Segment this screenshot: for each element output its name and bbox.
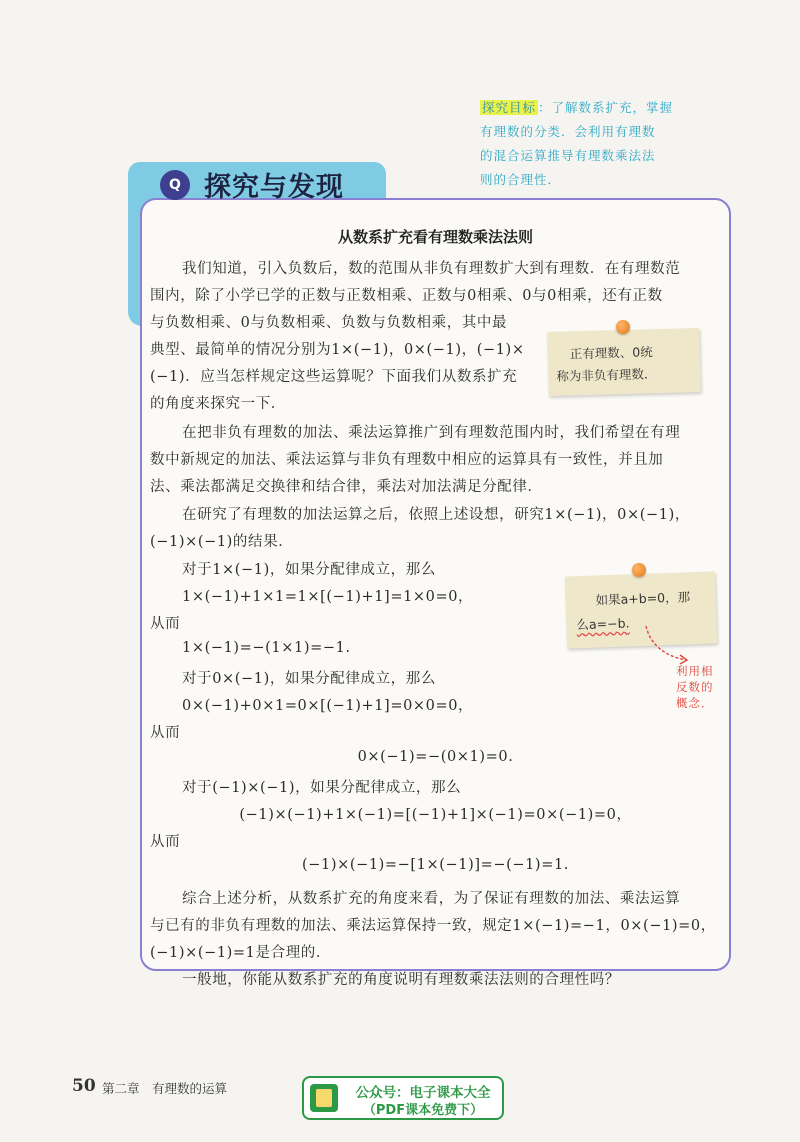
goal-line-1-text: ：了解数系扩充，掌握 <box>538 100 674 115</box>
goal-line-3: 的混合运算推导有理数乘法法 <box>480 148 656 163</box>
body-line: 在研究了有理数的加法运算之后，依照上述设想，研究1×(−1)，0×(−1)， <box>182 507 690 523</box>
body-line: 与负数相乘、0与负数相乘、负数与负数相乘，其中最 <box>150 315 508 331</box>
body-line: (−1)×(−1)=1是合理的． <box>150 945 332 961</box>
goal-line-4: 则的合理性． <box>480 172 562 187</box>
book-icon <box>310 1084 338 1112</box>
article-heading: 从数系扩充看有理数乘法法则 <box>337 228 533 246</box>
page-number: 50 <box>72 1076 96 1096</box>
equation-line: 1×(−1)+1×1=1×[(−1)+1]=1×0=0， <box>182 589 474 605</box>
equation-line: (−1)×(−1)+1×(−1)=[(−1)+1]×(−1)=0×(−1)=0， <box>239 807 632 823</box>
side-note <box>676 663 726 711</box>
arrow-icon <box>640 622 700 666</box>
body-line: 一般地，你能从数系扩充的角度说明有理数乘法法则的合理性吗？ <box>182 972 620 988</box>
body-line: 对于(−1)×(−1)，如果分配律成立，那么 <box>182 780 462 796</box>
body-line: 在把非负有理数的加法、乘法运算推广到有理数范围内时，我们希望在有理 <box>182 425 681 441</box>
equation-line: (−1)×(−1)=−[1×(−1)]=−(−1)=1. <box>302 857 569 873</box>
body-line: 围内，除了小学已学的正数与正数相乘、正数与0相乘、0与0相乘，还有正数 <box>150 288 663 304</box>
equation-line: 0×(−1)+0×1=0×[(−1)+1]=0×0=0， <box>182 698 474 714</box>
side-note-line: 利用相 <box>676 664 714 678</box>
section-title: 探究与发现 <box>204 172 344 203</box>
pushpin-icon <box>616 320 630 334</box>
body-line: 的角度来探究一下． <box>150 396 286 412</box>
note-line: 称为非负有理数． <box>556 366 657 384</box>
body-line: 从而 <box>150 725 181 741</box>
body-line: (−1)．应当怎样规定这些运算呢？下面我们从数系扩充 <box>150 369 518 385</box>
body-line: 法、乘法都满足交换律和结合律，乘法对加法满足分配律． <box>150 479 543 495</box>
sticky-note-definition <box>547 328 701 396</box>
body-line: 从而 <box>150 834 181 850</box>
body-line: 数中新规定的加法、乘法运算与非负有理数中相应的运算具有一致性，并且加 <box>150 452 664 468</box>
body-line: 从而 <box>150 616 181 632</box>
body-line: 与已有的非负有理数的加法、乘法运算保持一致，规定1×(−1)=−1，0×(−1)=0， <box>150 918 716 934</box>
note-line: 么a=−b. <box>576 615 630 633</box>
goal-highlight: 探究目标 <box>482 100 537 115</box>
body-line: 典型、最简单的情况分别为1×(−1)，0×(−1)，(−1)× <box>150 342 525 358</box>
body-line: 我们知道，引入负数后，数的范围从非负有理数扩大到有理数．在有理数范 <box>182 261 681 277</box>
body-line: 对于1×(−1)，如果分配律成立，那么 <box>182 562 436 578</box>
note-line: 如果a+b=0，那 <box>595 589 691 608</box>
body-line: 综合上述分析，从数系扩充的角度来看，为了保证有理数的加法、乘法运算 <box>182 891 681 907</box>
equation-line: 1×(−1)=−(1×1)=−1. <box>182 640 351 656</box>
section-icon: Q <box>160 170 190 200</box>
side-note-line: 反数的 <box>676 680 714 694</box>
badge-line-2: （PDF课本免费下） <box>362 1103 484 1118</box>
learning-goal <box>480 96 720 192</box>
goal-line-2: 有理数的分类．会利用有理数 <box>480 124 656 139</box>
pushpin-icon <box>632 563 646 577</box>
body-line: (−1)×(−1)的结果． <box>150 534 294 550</box>
wechat-badge <box>302 1076 504 1120</box>
side-note-line: 概念． <box>676 696 714 710</box>
note-line: 正有理数、0统 <box>569 344 653 362</box>
equation-line: 0×(−1)=−(0×1)=0. <box>357 749 514 765</box>
badge-line-1: 公众号：电子课本大全 <box>355 1085 491 1101</box>
chapter-label: 第二章 有理数的运算 <box>102 1081 228 1096</box>
goal-line-1 <box>480 96 720 120</box>
body-line: 对于0×(−1)，如果分配律成立，那么 <box>182 671 436 687</box>
